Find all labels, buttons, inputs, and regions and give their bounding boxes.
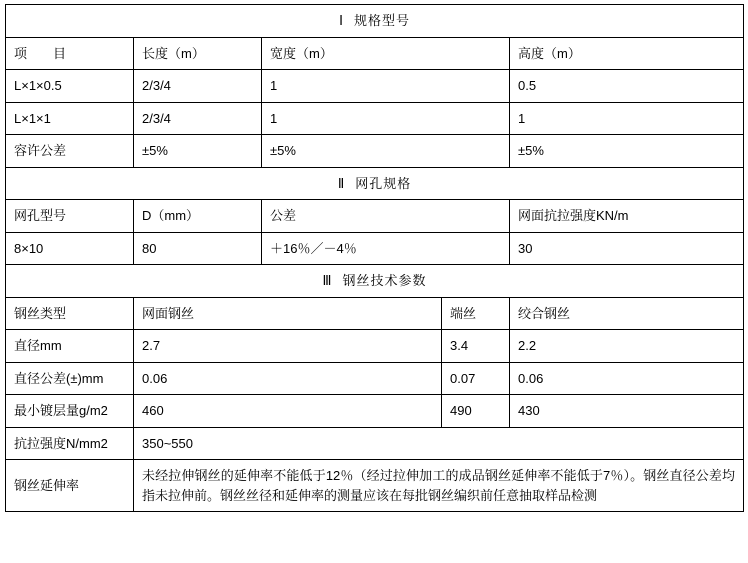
cell-value: ±5%: [134, 135, 262, 168]
column-header: 宽度（m）: [262, 37, 510, 70]
table-row: [6, 70, 744, 103]
cell-value-paragraph: 未经拉伸钢丝的延伸率不能低于12％（经过拉伸加工的成品钢丝延伸率不能低于7％）。钢丝直径公差均指未拉伸前。钢丝丝径和延伸率的测量应该在每批钢丝编织前任意抽取样品检测: [134, 460, 744, 512]
row-label: L×1×1: [6, 102, 134, 135]
table-row: [6, 102, 744, 135]
column-header: 长度（m）: [134, 37, 262, 70]
cell-value: 0.5: [510, 70, 744, 103]
section-1-title: [6, 5, 744, 38]
section-3-number: Ⅲ: [322, 273, 333, 288]
cell-value: 460: [134, 395, 442, 428]
cell-value: 2/3/4: [134, 102, 262, 135]
row-label: L×1×0.5: [6, 70, 134, 103]
table-row: [6, 330, 744, 363]
section-title-row: [6, 5, 744, 38]
column-header: 网面抗拉强度KN/m: [510, 200, 744, 233]
section-3-title: [6, 265, 744, 298]
cell-value: 30: [510, 232, 744, 265]
cell-value: ±5%: [510, 135, 744, 168]
row-label: 8×10: [6, 232, 134, 265]
cell-value: 1: [510, 102, 744, 135]
table-row: [6, 135, 744, 168]
cell-value: 430: [510, 395, 744, 428]
table-row: [6, 395, 744, 428]
table-row: [6, 427, 744, 460]
table-row: [6, 200, 744, 233]
table-row: [6, 362, 744, 395]
section-1-number: Ⅰ: [339, 13, 344, 28]
row-label: 容许公差: [6, 135, 134, 168]
row-label: 最小镀层量g/m2: [6, 395, 134, 428]
column-header: D（mm）: [134, 200, 262, 233]
section-3-label: 钢丝技术参数: [342, 273, 427, 288]
column-header: 钢丝类型: [6, 297, 134, 330]
section-2-number: Ⅱ: [337, 175, 346, 191]
column-header: 项 目: [6, 37, 134, 70]
row-label: 直径mm: [6, 330, 134, 363]
cell-value: 3.4: [442, 330, 510, 363]
table-row: [6, 37, 744, 70]
column-header: 端丝: [442, 297, 510, 330]
section-title-row: [6, 167, 744, 200]
cell-value: 490: [442, 395, 510, 428]
column-header: 绞合钢丝: [510, 297, 744, 330]
column-header: 网孔型号: [6, 200, 134, 233]
cell-value: 2/3/4: [134, 70, 262, 103]
cell-value: 0.07: [442, 362, 510, 395]
cell-value: 0.06: [134, 362, 442, 395]
section-2-label: 网孔规格: [355, 175, 412, 191]
row-label: 直径公差(±)mm: [6, 362, 134, 395]
cell-value: ＋16％／－4％: [262, 232, 510, 265]
table-row: [6, 460, 744, 512]
column-header: 公差: [262, 200, 510, 233]
cell-value: 2.2: [510, 330, 744, 363]
section-title-row: [6, 265, 744, 298]
table-row: [6, 297, 744, 330]
spec-sheet: [5, 0, 743, 512]
row-label: 抗拉强度N/mm2: [6, 427, 134, 460]
specification-table: [5, 4, 744, 512]
cell-value: 350~550: [134, 427, 744, 460]
column-header: 高度（m）: [510, 37, 744, 70]
cell-value: 1: [262, 102, 510, 135]
table-row: [6, 232, 744, 265]
row-label: 钢丝延伸率: [6, 460, 134, 512]
column-header: 网面钢丝: [134, 297, 442, 330]
section-1-label: 规格型号: [353, 13, 410, 28]
cell-value: 2.7: [134, 330, 442, 363]
cell-value: 1: [262, 70, 510, 103]
cell-value: ±5%: [262, 135, 510, 168]
cell-value: 80: [134, 232, 262, 265]
cell-value: 0.06: [510, 362, 744, 395]
section-2-title: [6, 167, 744, 200]
